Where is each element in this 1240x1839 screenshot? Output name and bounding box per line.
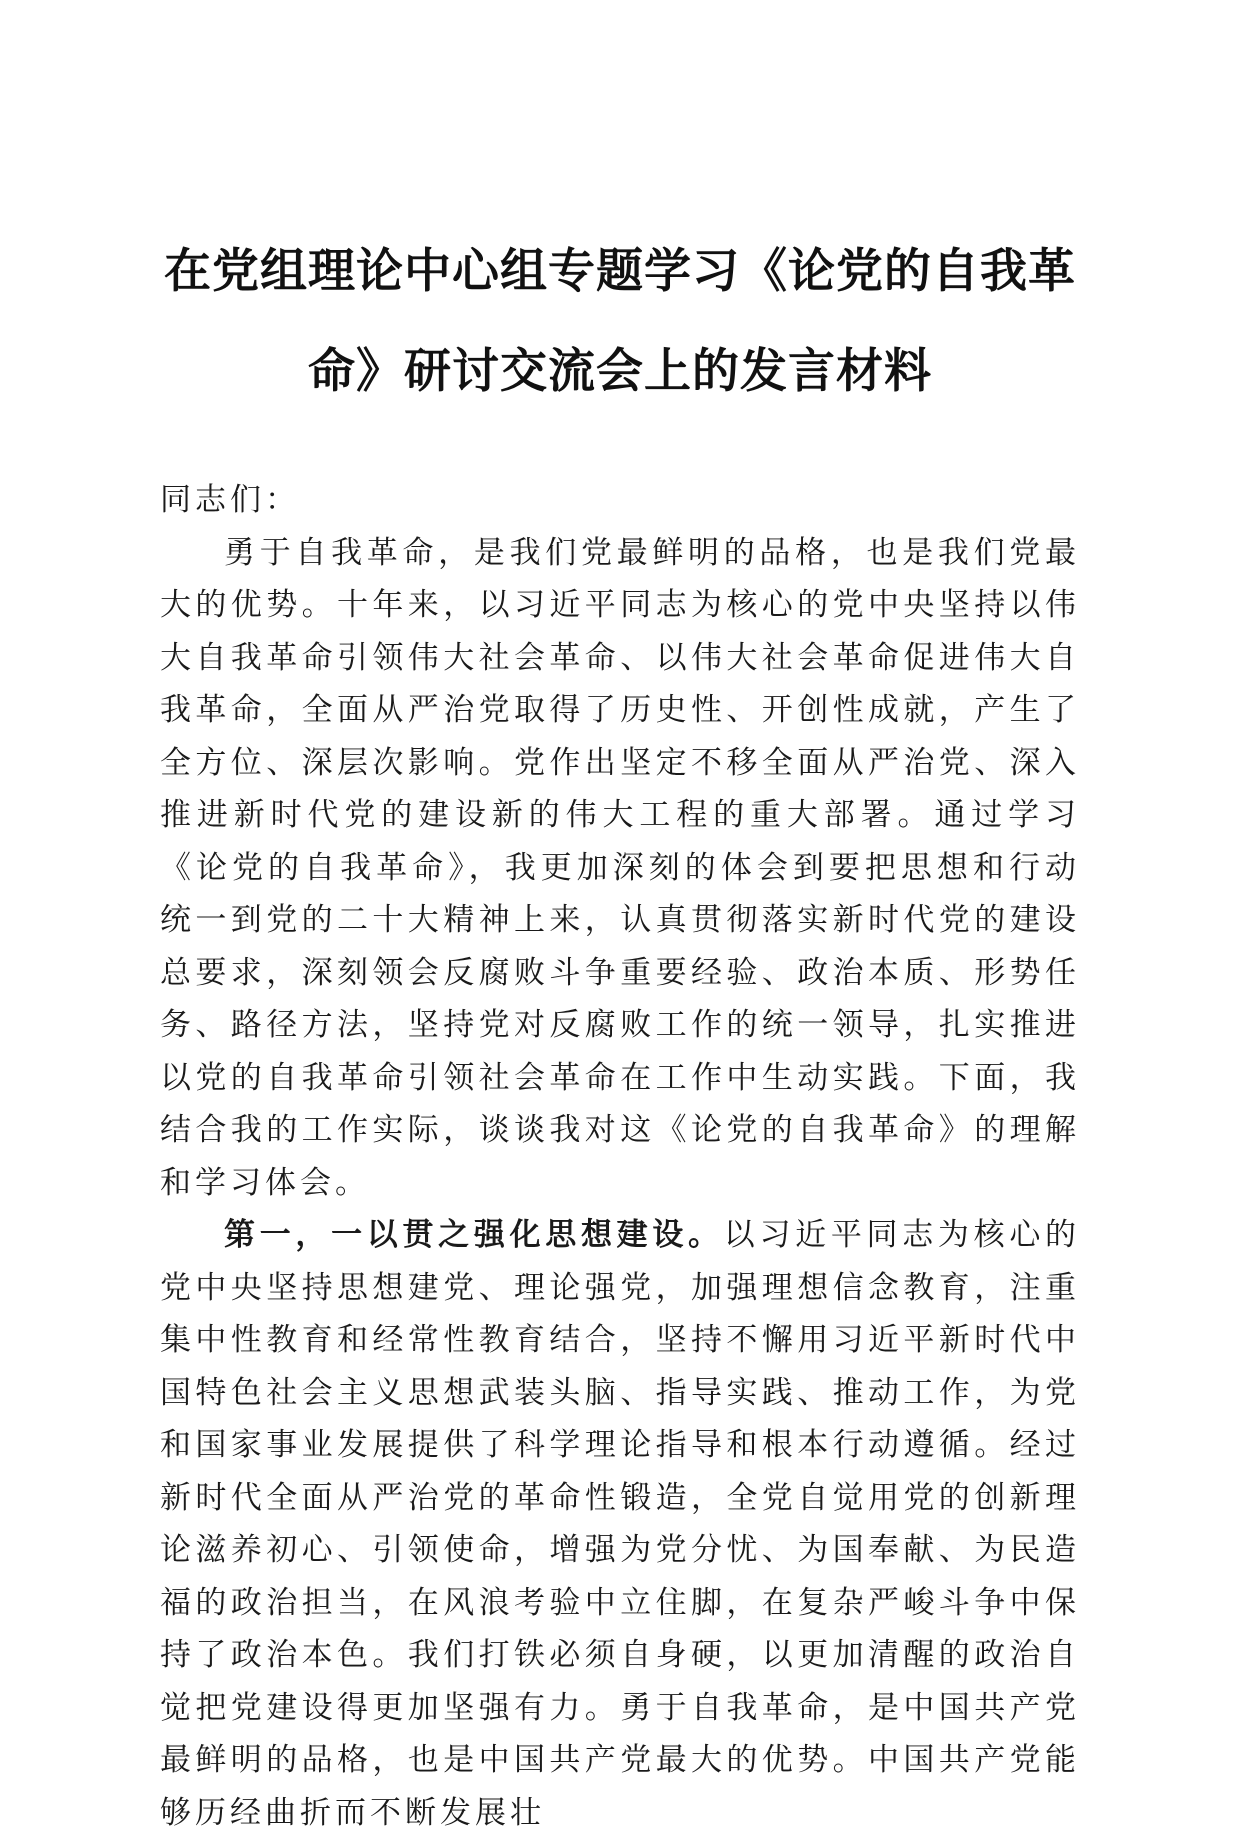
document-title — [140, 222, 1100, 422]
document-body — [160, 474, 1080, 1839]
section-1-heading: 第一，一以贯之强化思想建设。 — [224, 1217, 724, 1253]
greeting: 同志们： — [160, 482, 300, 518]
title-line-1: 在党组理论中心组专题学习《论党的自我革 — [164, 244, 1076, 299]
section-1-body: 以习近平同志为核心的党中央坚持思想建党、理论强党，加强理想信念教育，注重集中性教育和经常性教育结合，坚持不懈用习近平新时代中国特色社会主义思想武装头脑、指导实践、推动工作，为党和国家事业发展提供了科学理论指导和根本行动遵循。经过新时代全面从严治党的革命性锻造，全党自觉用党的创新理论滋养初心、引领使命，增强为党分忧、为国奉献、为民造福的政治担当，在风浪考验中立住脚，在复杂严峻斗争中保持了政治本色。我们打铁必须自身硬，以更加清醒的政治自觉把党建设得更加坚强有力。勇于自我革命，是中国共产党最鲜明的品格，也是中国共产党最大的优势。中国共产党能够历经曲折而不断发展壮 — [160, 1217, 1081, 1831]
title-line-2: 命》研讨交流会上的发言材料 — [308, 344, 932, 399]
paragraph-section-1 — [160, 1209, 1080, 1839]
paragraph-intro: 勇于自我革命，是我们党最鲜明的品格，也是我们党最大的优势。十年来，以习近平同志为核心的党中央坚持以伟大自我革命引领伟大社会革命、以伟大社会革命促进伟大自我革命，全面从严治党取得了历史性、开创性成就，产生了全方位、深层次影响。党作出坚定不移全面从严治党、深入推进新时代党的建设新的伟大工程的重大部署。通过学习《论党的自我革命》，我更加深刻的体会到要把思想和行动统一到党的二十大精神上来，认真贯彻落实新时代党的建设总要求，深刻领会反腐败斗争重要经验、政治本质、形势任务、路径方法，坚持党对反腐败工作的统一领导，扎实推进以党的自我革命引领社会革命在工作中生动实践。下面，我结合我的工作实际，谈谈我对这《论党的自我革命》的理解和学习体会。 — [160, 534, 1080, 1201]
